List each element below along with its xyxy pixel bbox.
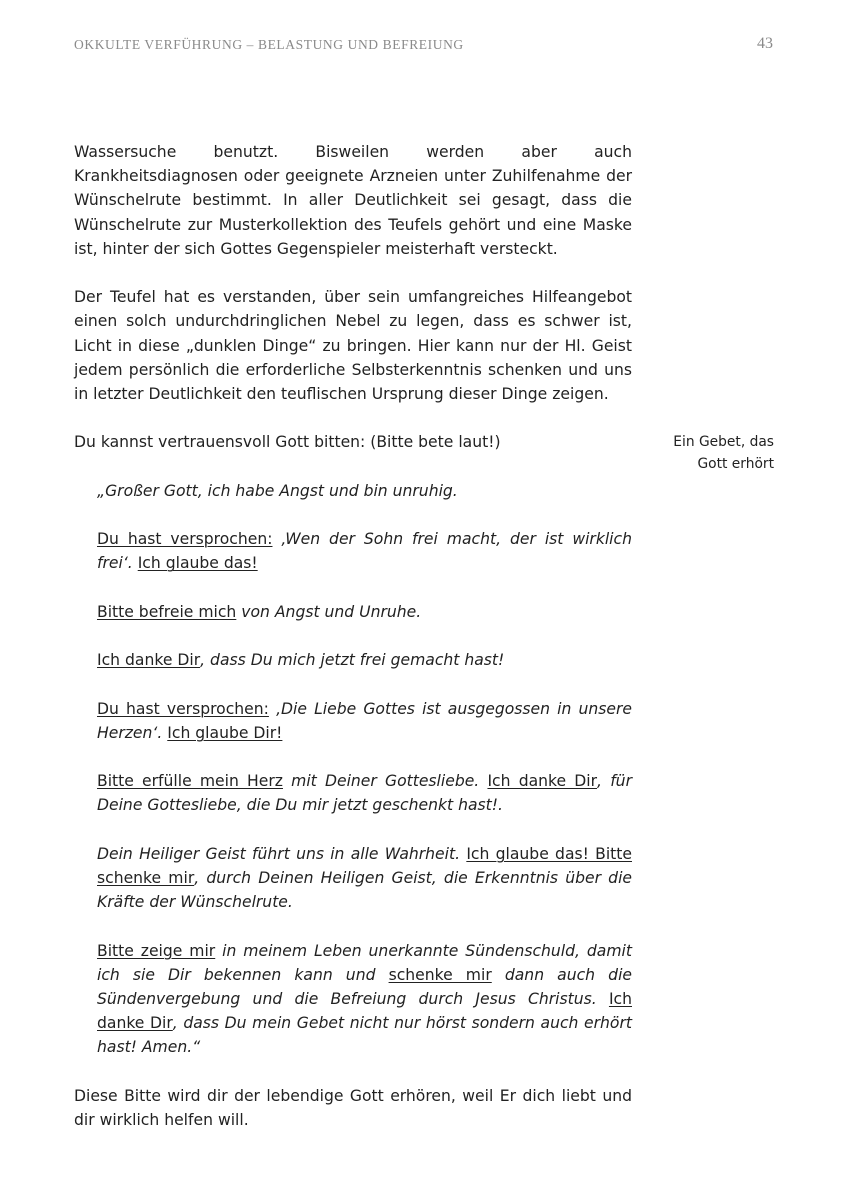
underlined-phrase: Du hast versprochen: bbox=[97, 530, 273, 549]
prayer-text: dann auch die Sündenvergebung und die Befreiung durch Jesus Christus. bbox=[97, 965, 632, 1008]
underlined-phrase: Bitte zeige mir bbox=[97, 941, 216, 960]
page-number: 43 bbox=[757, 35, 773, 52]
paragraph: Diese Bitte wird dir der lebendige Gott erhören, weil Er dich liebt und dir wirklich helfen will. bbox=[74, 1086, 632, 1129]
margin-note-line: Ein Gebet, das bbox=[673, 434, 774, 450]
prayer-paragraph bbox=[97, 842, 632, 915]
prayer-paragraph bbox=[97, 939, 632, 1060]
prayer-text: , dass Du mich jetzt frei gemacht hast! bbox=[200, 651, 505, 670]
margin-note bbox=[634, 432, 774, 475]
underlined-phrase: schenke mir bbox=[388, 965, 492, 984]
prayer-text: , dass Du mein Gebet nicht nur hörst sondern auch erhört hast! Amen.“ bbox=[97, 1014, 632, 1057]
main-text bbox=[74, 140, 632, 1132]
underlined-phrase: Ich glaube das! bbox=[137, 554, 258, 573]
underlined-phrase: Ich glaube das! Bitte schenke mir bbox=[97, 844, 632, 887]
underlined-phrase: Ich glaube Dir! bbox=[167, 723, 283, 742]
paragraph: Du kannst vertrauensvoll Gott bitten: (Bitte bete laut!) bbox=[74, 433, 501, 452]
underlined-phrase: Du hast versprochen: bbox=[97, 699, 269, 718]
prayer-text: , für Deine Gottesliebe, die Du mir jetzt geschenkt hast!. bbox=[97, 772, 632, 815]
prayer-text: mit Deiner Gottesliebe. bbox=[282, 772, 488, 791]
prayer-paragraph: „Großer Gott, ich habe Angst und bin unruhig. bbox=[97, 481, 458, 500]
underlined-phrase: Bitte befreie mich bbox=[97, 602, 237, 621]
underlined-phrase: Ich danke Dir bbox=[487, 772, 598, 791]
prayer-text: ‚Wen der Sohn frei macht, der ist wirklich frei‘. bbox=[97, 530, 632, 573]
prayer-paragraph bbox=[97, 527, 632, 575]
running-head-title: OKKULTE VERFÜHRUNG – BELASTUNG UND BEFREIUNG bbox=[74, 37, 464, 52]
margin-note-line: Gott erhört bbox=[697, 455, 774, 472]
prayer-text: Dein Heiliger Geist führt uns in alle Wahrheit. bbox=[97, 844, 467, 863]
prayer-paragraph bbox=[97, 769, 632, 817]
paragraph: Der Teufel hat es verstanden, über sein umfangreiches Hilfeangebot einen solch undurchdringlichen Nebel zu legen, dass es schwer ist, Licht in diese „dunklen Dinge“ zu bringen. Hier kann nur der Hl. Geist jedem persönlich die erforderliche Selbsterkenntnis schenken und uns in letzter Deutlichkeit den teuflischen Ursprung dieser Dinge zeigen. bbox=[74, 288, 632, 404]
prayer-text: von Angst und Unruhe. bbox=[236, 602, 422, 621]
underlined-phrase: Ich danke Dir bbox=[97, 651, 201, 670]
prayer-paragraph bbox=[97, 648, 632, 672]
prayer-text: ‚Die Liebe Gottes ist ausgegossen in unsere Herzen‘. bbox=[97, 699, 632, 742]
prayer-text: , durch Deinen Heiligen Geist, die Erkenntnis über die Kräfte der Wünschelrute. bbox=[97, 868, 632, 912]
prayer-paragraph bbox=[97, 600, 632, 624]
prayer-paragraph bbox=[97, 697, 632, 745]
underlined-phrase: Ich danke Dir bbox=[97, 989, 632, 1033]
paragraph: Wassersuche benutzt. Bisweilen werden aber auch Krankheitsdiagnosen oder geeignete Arzneien unter Zuhilfenahme der Wünschelrute bestimmt. In aller Deutlichkeit sei gesagt, dass die Wünschelrute zur Musterkollektion des Teufels gehört und eine Maske ist, hinter der sich Gottes Gegenspieler meisterhaft versteckt. bbox=[74, 143, 632, 258]
prayer-text: in meinem Leben unerkannte Sündenschuld, damit ich sie Dir bekennen kann und bbox=[97, 941, 632, 984]
prayer-block bbox=[74, 479, 632, 1060]
underlined-phrase: Bitte erfülle mein Herz bbox=[97, 772, 283, 791]
